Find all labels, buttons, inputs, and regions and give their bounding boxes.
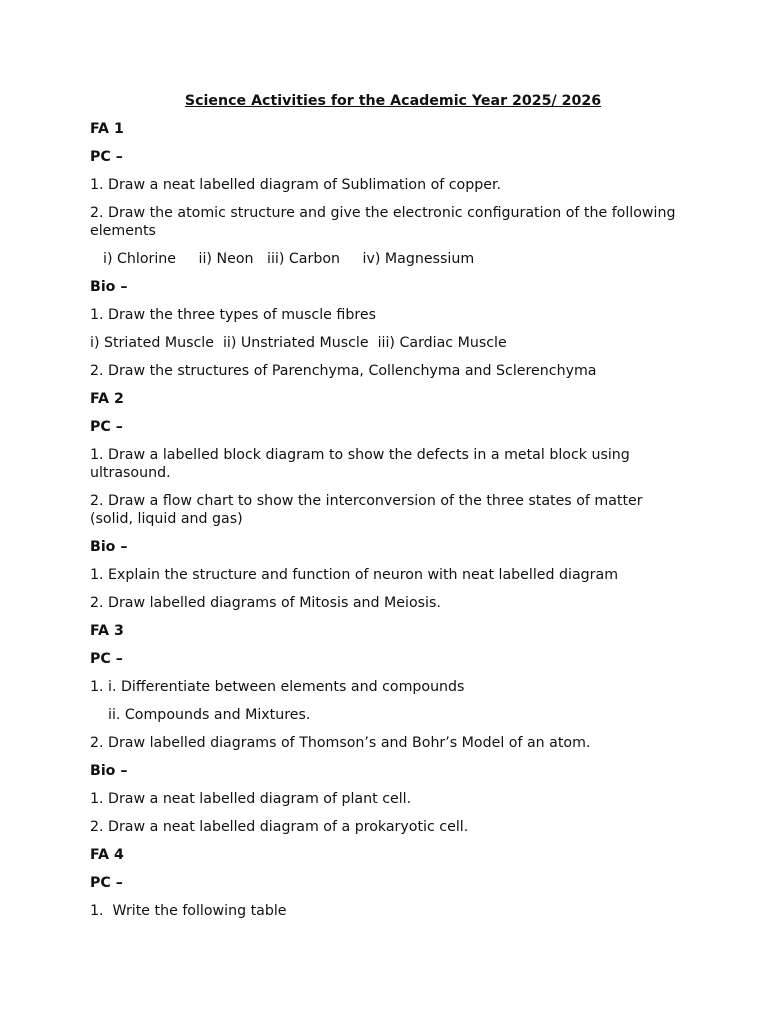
fa3-bio-item-1: 1. Draw a neat labelled diagram of plant cell.	[90, 791, 412, 807]
fa2-bio-heading: Bio –	[90, 539, 128, 555]
fa2-heading: FA 2	[90, 391, 124, 407]
fa4-heading: FA 4	[90, 847, 124, 863]
fa1-bio-item-2: 2. Draw the structures of Parenchyma, Collenchyma and Sclerenchyma	[90, 363, 597, 379]
fa1-bio-heading: Bio –	[90, 279, 128, 295]
fa3-pc-item-1: 1. i. Differentiate between elements and compounds	[90, 679, 465, 695]
fa3-pc-item-2: 2. Draw labelled diagrams of Thomson’s and Bohr’s Model of an atom.	[90, 735, 591, 751]
fa2-pc-item-1: 1. Draw a labelled block diagram to show the defects in a metal block using ultrasound.	[90, 447, 630, 481]
fa1-bio-item-1: 1. Draw the three types of muscle fibres	[90, 307, 376, 323]
fa1-heading: FA 1	[90, 121, 124, 137]
fa2-bio-item-2: 2. Draw labelled diagrams of Mitosis and Meiosis.	[90, 595, 441, 611]
fa1-pc-heading: PC –	[90, 149, 123, 165]
fa1-pc-options: i) Chlorine ii) Neon iii) Carbon iv) Magnessium	[103, 251, 475, 267]
document-page	[90, 92, 690, 930]
fa3-bio-item-2: 2. Draw a neat labelled diagram of a prokaryotic cell.	[90, 819, 469, 835]
fa4-pc-heading: PC –	[90, 875, 123, 891]
fa3-pc-item-1b: ii. Compounds and Mixtures.	[108, 707, 311, 723]
fa3-bio-heading: Bio –	[90, 763, 128, 779]
fa1-pc-item-2: 2. Draw the atomic structure and give the electronic configuration of the following elements	[90, 205, 676, 239]
fa2-bio-item-1: 1. Explain the structure and function of neuron with neat labelled diagram	[90, 567, 619, 583]
fa2-pc-heading: PC –	[90, 419, 123, 435]
document-title: Science Activities for the Academic Year 2025/ 2026	[184, 93, 602, 109]
fa2-pc-item-2: 2. Draw a flow chart to show the interconversion of the three states of matter (solid, liquid and gas)	[90, 493, 643, 527]
fa1-bio-options: i) Striated Muscle ii) Unstriated Muscle iii) Cardiac Muscle	[90, 335, 507, 351]
fa3-pc-heading: PC –	[90, 651, 123, 667]
fa3-heading: FA 3	[90, 623, 124, 639]
fa4-pc-item-1: 1. Write the following table	[90, 903, 287, 919]
fa1-pc-item-1: 1. Draw a neat labelled diagram of Sublimation of copper.	[90, 177, 502, 193]
